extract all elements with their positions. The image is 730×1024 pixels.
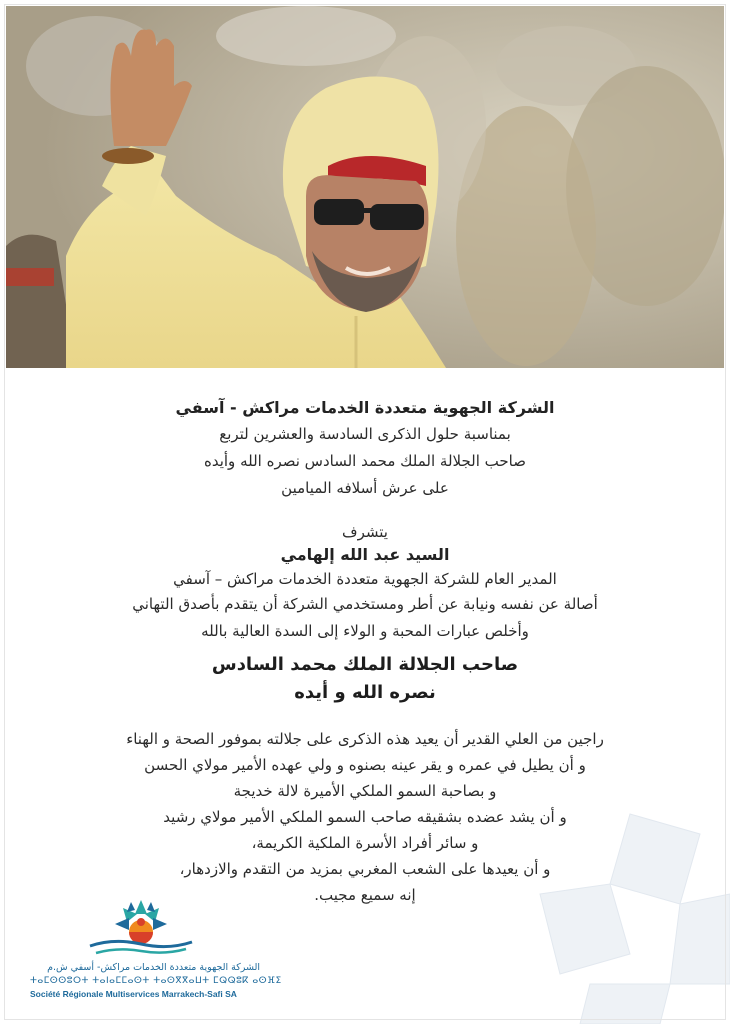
person-title: المدير العام للشركة الجهوية متعددة الخدمات مراكش – آسفي xyxy=(173,570,557,588)
blessing-line: و أن يعيدها على الشعب المغربي بمزيد من التقدم والازدهار، xyxy=(179,860,551,878)
logo-arabic-name: الشركة الجهوية متعددة الخدمات مراكش- أسفي ش.م xyxy=(47,962,260,973)
logo-emblem-icon xyxy=(86,898,196,960)
blessing-line: و أن يشد عضده بشقيقه صاحب السمو الملكي الأمير مولاي رشيد xyxy=(163,808,567,826)
blessing-line: و أن يطيل في عمره و يقر عينه بصنوه و ولي عهده الأمير مولاي الحسن xyxy=(144,756,586,774)
company-logo xyxy=(30,898,282,1008)
message-line-1: أصالة عن نفسه ونيابة عن أطر ومستخدمي الشركة أن يتقدم بأصدق التهاني xyxy=(132,595,598,613)
announcement-text xyxy=(0,398,730,710)
king-line-1: صاحب الجلالة الملك محمد السادس xyxy=(211,654,519,675)
king-line-2: نصره الله و أيده xyxy=(294,682,436,703)
message-line-2: وأخلص عبارات المحبة و الولاء إلى السدة العالية بالله xyxy=(201,622,529,640)
occasion-line-1: بمناسبة حلول الذكرى السادسة والعشرين لتربع xyxy=(219,425,511,443)
company-line: الشركة الجهوية متعددة الخدمات مراكش - آسفي xyxy=(175,398,555,417)
occasion-line-3: على عرش أسلافه الميامين xyxy=(281,479,449,497)
blessing-line: راجين من العلي القدير أن يعيد هذه الذكرى على جلالته بموفور الصحة و الهناء xyxy=(126,730,604,748)
logo-tifinagh-name: ⵜⴰⵎⵙⵙⵓⵔⵜ ⵜⴰⵏⴰⵎⵎⴰⵙⵜ ⵜⴰⵙⴳⴳⴰⵡⵜ ⵎⵕⵕⵓⴽ ⴰⵙⴼⵉ xyxy=(30,976,282,986)
blessing-line: و سائر أفراد الأسرة الملكية الكريمة، xyxy=(251,834,479,852)
blessings-block xyxy=(0,730,730,912)
person-name: السيد عبد الله إلهامي xyxy=(280,545,450,564)
logo-french-name: Société Régionale Multiservices Marrakech-Safi SA xyxy=(30,989,237,999)
blessing-line: و بصاحبة السمو الملكي الأميرة لالة خديجة xyxy=(233,782,497,800)
occasion-line-2: صاحب الجلالة الملك محمد السادس نصره الله وأيده xyxy=(203,452,526,470)
blessing-line: إنه سميع مجيب. xyxy=(314,886,416,904)
portrait-photo xyxy=(6,6,724,368)
honored-text: يتشرف xyxy=(342,523,388,541)
photo-illustration xyxy=(6,6,724,368)
